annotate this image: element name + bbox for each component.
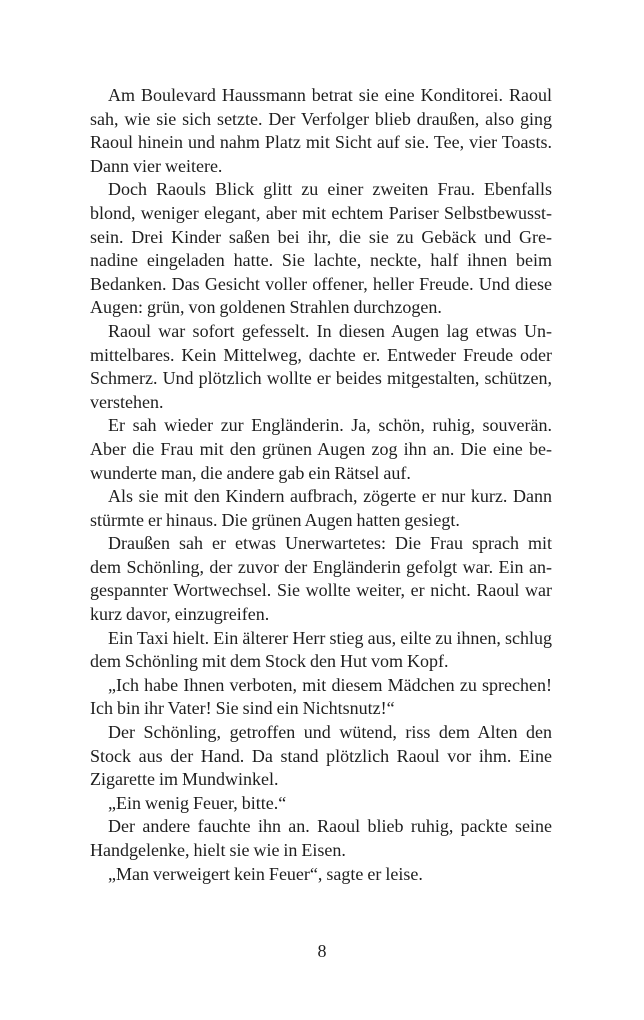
text-line: Bedanken. Das Gesicht voller offener, heller Freude. Und diese	[90, 273, 552, 294]
text-line: Ich bin ihr Vater! Sie sind ein Nichtsnutz!“	[90, 698, 395, 719]
text-line: mittelbares. Kein Mittelweg, dachte er. Entweder Freude oder	[90, 344, 552, 365]
paragraph	[90, 532, 552, 626]
text-line: sah, wie sie sich setzte. Der Verfolger blieb draußen, also ging	[90, 108, 552, 129]
text-line: Zigarette im Mundwinkel.	[90, 769, 279, 790]
paragraph	[90, 721, 552, 792]
text-line: gespannter Wortwechsel. Sie wollte weiter, er nicht. Raoul war	[90, 580, 552, 601]
text-line: Stock aus der Hand. Da stand plötzlich Raoul vor ihm. Eine	[90, 745, 552, 766]
text-line: „Man verweigert kein Feuer“, sagte er leise.	[108, 863, 423, 884]
text-line: Aber die Frau mit den grünen Augen zog ihn an. Die eine be-	[90, 438, 552, 459]
paragraph	[90, 178, 552, 320]
text-line: wunderte man, die andere gab ein Rätsel auf.	[90, 462, 411, 483]
text-line: stürmte er hinaus. Die grünen Augen hatten gesiegt.	[90, 509, 460, 530]
paragraph	[90, 863, 552, 887]
text-line: Raoul hinein und nahm Platz mit Sicht auf sie. Tee, vier Toasts.	[90, 132, 552, 153]
text-line: Ein Taxi hielt. Ein älterer Herr stieg aus, eilte zu ihnen, schlug	[108, 627, 552, 648]
text-line: Dann vier weitere.	[90, 155, 223, 176]
text-line: Der Schönling, getroffen und wütend, riss dem Alten den	[108, 722, 552, 743]
text-line: Der andere fauchte ihn an. Raoul blieb ruhig, packte seine	[108, 816, 552, 837]
paragraph	[90, 84, 552, 178]
page-text	[90, 84, 552, 886]
text-line: Handgelenke, hielt sie wie in Eisen.	[90, 840, 346, 860]
text-line: dem Schönling mit dem Stock den Hut vom Kopf.	[90, 651, 449, 672]
text-line: „Ein wenig Feuer, bitte.“	[108, 792, 287, 813]
paragraph	[90, 414, 552, 485]
paragraph	[90, 627, 552, 674]
text-line: Doch Raouls Blick glitt zu einer zweiten Frau. Ebenfalls	[108, 179, 552, 200]
text-line: Als sie mit den Kindern aufbrach, zögerte er nur kurz. Dann	[108, 486, 552, 507]
page-number: 8	[317, 941, 327, 961]
text-line: sein. Drei Kinder saßen bei ihr, die sie zu Gebäck und Gre-	[90, 226, 552, 247]
paragraph	[90, 792, 552, 816]
text-line: Er sah wieder zur Engländerin. Ja, schön, ruhig, souverän.	[108, 415, 552, 436]
text-line: dem Schönling, der zuvor der Engländerin gefolgt war. Ein an-	[90, 556, 552, 577]
text-line: nadine eingeladen hatte. Sie lachte, neckte, half ihnen beim	[90, 250, 552, 271]
paragraph	[90, 674, 552, 721]
paragraph	[90, 320, 552, 414]
text-line: kurz davor, einzugreifen.	[90, 604, 270, 625]
text-line: blond, weniger elegant, aber mit echtem Pariser Selbstbewusst-	[90, 202, 552, 223]
text-line: Augen: grün, von goldenen Strahlen durchzogen.	[90, 297, 442, 318]
text-line: verstehen.	[90, 391, 164, 412]
text-line: Am Boulevard Haussmann betrat sie eine Konditorei. Raoul	[108, 85, 552, 105]
text-line: Raoul war sofort gefesselt. In diesen Augen lag etwas Un-	[108, 320, 552, 341]
text-line: Draußen sah er etwas Unerwartetes: Die Frau sprach mit	[108, 533, 552, 554]
text-line: „Ich habe Ihnen verboten, mit diesem Mädchen zu sprechen!	[108, 674, 552, 695]
text-line: Schmerz. Und plötzlich wollte er beides mitgestalten, schützen,	[90, 368, 552, 389]
paragraph	[90, 485, 552, 532]
paragraph	[90, 815, 552, 862]
